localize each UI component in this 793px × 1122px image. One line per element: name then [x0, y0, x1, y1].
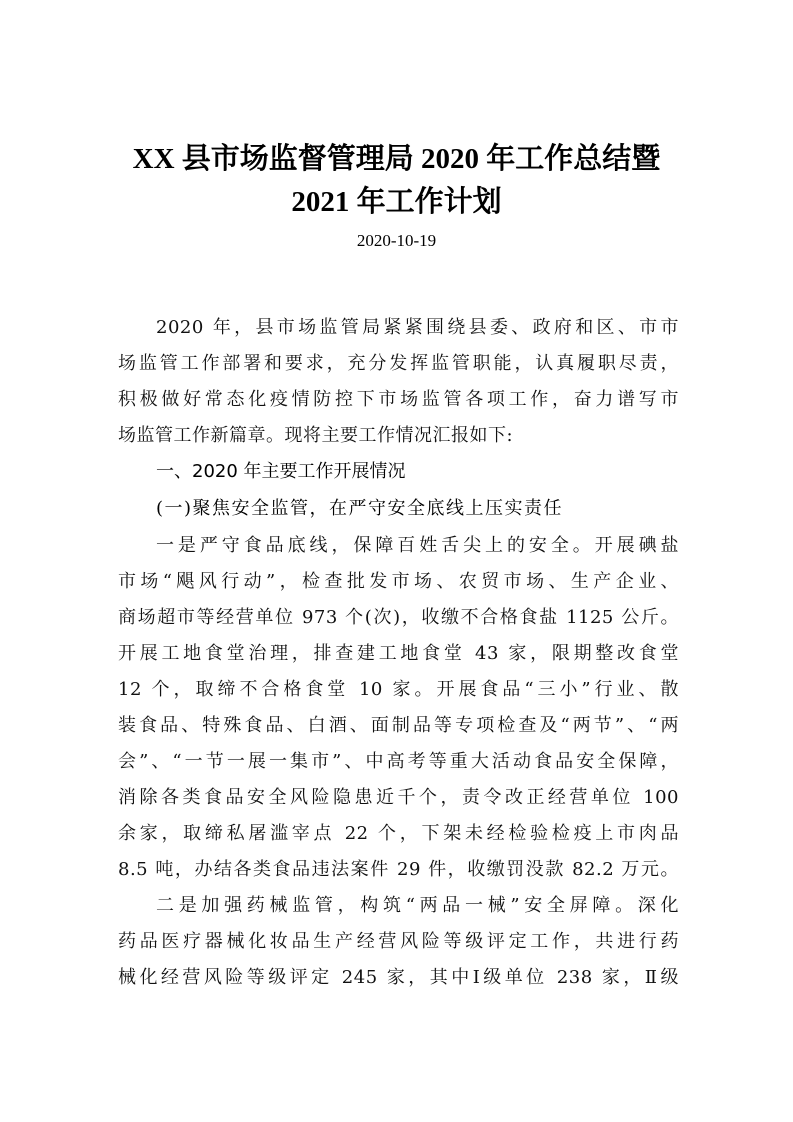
paragraph-line: 消除各类食品安全风险隐患近千个，责令改正经营单位 100 — [118, 787, 679, 808]
paragraph-line: 12 个，取缔不合格食堂 10 家。开展食品“三小”行业、散 — [118, 679, 679, 700]
section-heading: 一、2020 年主要工作开展情况 — [156, 461, 406, 482]
paragraph-line: 市场“飓风行动”，检查批发市场、农贸市场、生产企业、 — [118, 571, 679, 592]
paragraph-line: 积极做好常态化疫情防控下市场监管各项工作，奋力谱写市 — [118, 389, 679, 410]
paragraph-line: 2020 年，县市场监管局紧紧围绕县委、政府和区、市市 — [156, 317, 679, 338]
subsection-heading: (一)聚焦安全监管，在严守安全底线上压实责任 — [156, 498, 564, 519]
paragraph-line: 械化经营风险等级评定 245 家，其中Ⅰ级单位 238 家，Ⅱ级 — [118, 967, 679, 988]
paragraph-line: 二是加强药械监管，构筑“两品一械”安全屏障。深化 — [156, 895, 679, 916]
paragraph-line: 商场超市等经营单位 973 个(次)，收缴不合格食盐 1125 公斤。 — [118, 607, 679, 628]
paragraph-line: 8.5 吨，办结各类食品违法案件 29 件，收缴罚没款 82.2 万元。 — [118, 859, 679, 880]
paragraph-line: 装食品、特殊食品、白酒、面制品等专项检查及“两节”、“两 — [118, 715, 679, 736]
paragraph-line: 会”、“一节一展一集市”、中高考等重大活动食品安全保障， — [118, 751, 679, 772]
document-title-line-1: XX 县市场监督管理局 2020 年工作总结暨 — [132, 143, 661, 175]
paragraph-line: 药品医疗器械化妆品生产经营风险等级评定工作，共进行药 — [118, 931, 679, 952]
paragraph-line: 余家，取缔私屠滥宰点 22 个，下架未经检验检疫上市肉品 — [118, 823, 679, 844]
paragraph-line: 一是严守食品底线，保障百姓舌尖上的安全。开展碘盐 — [156, 535, 679, 556]
paragraph-line: 开展工地食堂治理，排查建工地食堂 43 家，限期整改食堂 — [118, 643, 679, 664]
document-date: 2020-10-19 — [356, 231, 437, 250]
paragraph-line: 场监管工作部署和要求，充分发挥监管职能，认真履职尽责， — [118, 353, 679, 374]
document-title-line-2: 2021 年工作计划 — [291, 186, 502, 218]
paragraph-line: 场监管工作新篇章。现将主要工作情况汇报如下: — [118, 425, 514, 446]
